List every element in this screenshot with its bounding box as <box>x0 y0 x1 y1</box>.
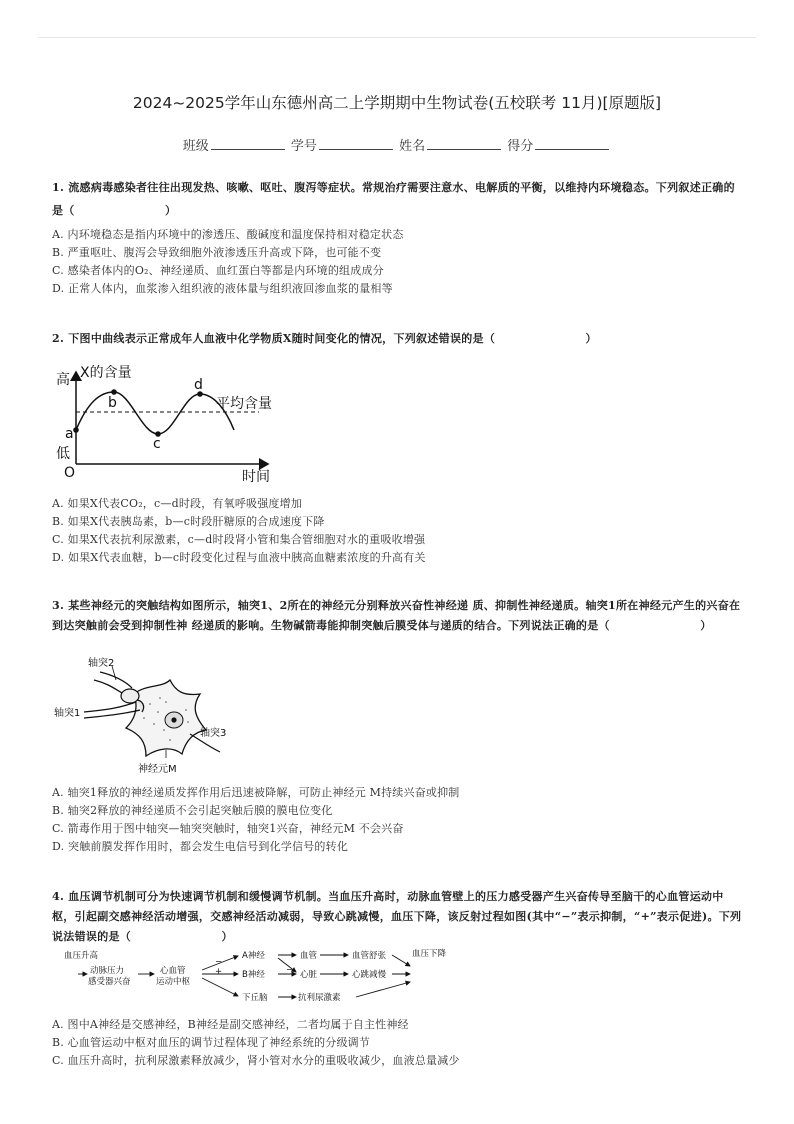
number-blank <box>319 137 393 150</box>
name-blank <box>427 137 501 150</box>
question-stem: 3. 某些神经元的突触结构如图所示，轴突1、2所在的神经元分别释放兴奋性神经递 质、抑制性神经递质。轴突1所在神经元产生的兴奋在到达突触前会受到抑制性神 经递质的影响。生物碱箭毒能抑制突触后膜受体与递质的结合。下列说法正确的是（ ） <box>52 599 741 632</box>
score-label: 得分 <box>507 139 534 154</box>
high-label: 高 <box>56 372 70 388</box>
point-a <box>73 427 79 433</box>
receptor-label-1: 动脉压力 <box>90 966 125 976</box>
bp-up-text: 血压升高 <box>64 951 99 961</box>
option-d: D. 如果X代表血糖，b—c时段变化过程与血液中胰高血糖素浓度的升高有关 <box>52 551 426 564</box>
hypothalamus-label: 下丘脑 <box>242 993 268 1003</box>
nerve-a-label: A神经 <box>242 951 265 961</box>
option-c: C. 箭毒作用于图中轴突—轴突突触时，轴突1兴奋，神经元M 不会兴奋 <box>52 822 404 835</box>
question-2-options <box>52 495 742 567</box>
point-d-label: d <box>194 377 203 393</box>
option-c: C. 如果X代表抗利尿激素，c—d时段肾小管和集合管细胞对水的重吸收增强 <box>52 533 426 546</box>
option-c: C. 血压升高时，抗利尿激素释放减少，肾小管对水分的重吸收减少，血液总量减少 <box>52 1054 460 1067</box>
bp-down-label: 血压下降 <box>412 949 447 959</box>
y-axis-label: X的含量 <box>80 365 132 381</box>
low-label: 低 <box>56 446 70 462</box>
name-label: 姓名 <box>399 139 426 154</box>
option-a: A. 轴突1释放的神经递质发挥作用后迅速被降解，可防止神经元 M持续兴奋或抑制 <box>52 786 460 799</box>
receptor-label-2: 感受器兴奋 <box>88 977 131 987</box>
center-label-1: 心血管 <box>160 966 186 976</box>
axon-2-terminal <box>121 689 139 703</box>
axon-2-line <box>94 680 124 694</box>
dilate-label: 血管舒张 <box>352 951 387 961</box>
axon-1-label: 轴突1 <box>54 708 81 719</box>
curve-figure <box>54 360 284 488</box>
point-c-label: c <box>153 436 161 452</box>
option-b: B. 轴突2释放的神经递质不会引起突触后膜的膜电位变化 <box>52 804 333 817</box>
top-rule <box>38 37 756 38</box>
minus-sign-2: − <box>286 965 294 975</box>
axon-1-line <box>84 702 136 712</box>
question-stem: 4. 血压调节机制可分为快速调节机制和缓慢调节机制。当血压升高时，动脉血管壁上的压力感受器产生兴奋传导至脑干的心血管运动中枢，引起副交感神经活动增强，交感神经活动减弱，导致心跳减慢，血压下降，该反射过程如图(其中“−”表示抑制，“+”表示促进)。下列说法错误的是（ ） <box>52 890 742 943</box>
reflex-flow-diagram <box>60 946 447 1006</box>
average-label: 平均含量 <box>216 396 272 412</box>
x-axis-label: 时间 <box>242 469 270 485</box>
axon-2-label: 轴突2 <box>88 658 115 669</box>
heart-label: 心脏 <box>300 970 318 980</box>
question-4-options <box>52 1016 742 1070</box>
point-a-label: a <box>65 426 74 442</box>
bp-up-label <box>64 950 99 961</box>
option-a: A. 内环境稳态是指内环境中的渗透压、酸碱度和温度保持相对稳定状态 <box>52 228 404 241</box>
option-b: B. 严重呕吐、腹泻会导致细胞外液渗透压升高或下降，也可能不变 <box>52 246 382 259</box>
point-b-label: b <box>108 395 117 411</box>
adh-label: 抗利尿激素 <box>298 993 341 1003</box>
option-d: D. 突触前膜发挥作用时，都会发生电信号到化学信号的转化 <box>52 840 349 853</box>
option-d: D. 正常人体内，血浆渗入组织液的液体量与组织液回渗血浆的量相等 <box>52 282 393 295</box>
question-3-options <box>52 784 742 856</box>
option-a: A. 如果X代表CO₂，c—d时段，有氧呼吸强度增加 <box>52 497 303 510</box>
slow-label: 心跳减慢 <box>352 970 387 980</box>
student-info-line <box>0 135 794 154</box>
question-4 <box>52 887 742 947</box>
question-3 <box>52 596 742 636</box>
option-b: B. 心血管运动中枢对血压的调节过程体现了神经系统的分级调节 <box>52 1036 371 1049</box>
point-b <box>111 389 117 395</box>
vessel-label: 血管 <box>300 951 318 961</box>
arrow-to-hypothalamus <box>202 978 238 996</box>
axon-3-label: 轴突3 <box>200 728 227 739</box>
question-1 <box>52 176 742 298</box>
origin-label: O <box>64 465 76 481</box>
question-stem: 1. 流感病毒感染者往往出现发热、咳嗽、呕吐、腹泻等症状。常规治疗需要注意水、电解质的平衡，以维持内环境稳态。下列叙述正确的是（ ） <box>52 181 735 217</box>
number-label: 学号 <box>290 139 317 154</box>
question-stem: 2. 下图中曲线表示正常成年人血液中化学物质X随时间变化的情况，下列叙述错误的是（ ） <box>52 332 597 345</box>
x-curve <box>76 392 234 434</box>
synapse-figure <box>54 654 244 776</box>
question-2 <box>52 327 742 350</box>
option-a: A. 图中A神经是交感神经，B神经是副交感神经，二者均属于自主性神经 <box>52 1018 409 1031</box>
score-blank <box>535 137 609 150</box>
arrow-adh-down <box>356 982 410 997</box>
nucleolus <box>171 717 176 722</box>
page-title: 2024~2025学年山东德州高二上学期期中生物试卷(五校联考 11月)[原题版] <box>132 94 662 112</box>
arrow-dilate-down <box>392 955 410 966</box>
class-blank <box>211 137 285 150</box>
option-b: B. 如果X代表胰岛素，b—c时段肝糖原的合成速度下降 <box>52 515 325 528</box>
option-c: C. 感染者体内的O₂、神经递质、血红蛋白等都是内环境的组成成分 <box>52 264 384 277</box>
plus-sign: + <box>215 967 223 977</box>
minus-sign: − <box>215 957 223 967</box>
nerve-b-label: B神经 <box>242 970 265 980</box>
class-label: 班级 <box>182 139 209 154</box>
neuron-m-label: 神经元M <box>138 764 177 775</box>
center-label-2: 运动中枢 <box>156 977 191 987</box>
